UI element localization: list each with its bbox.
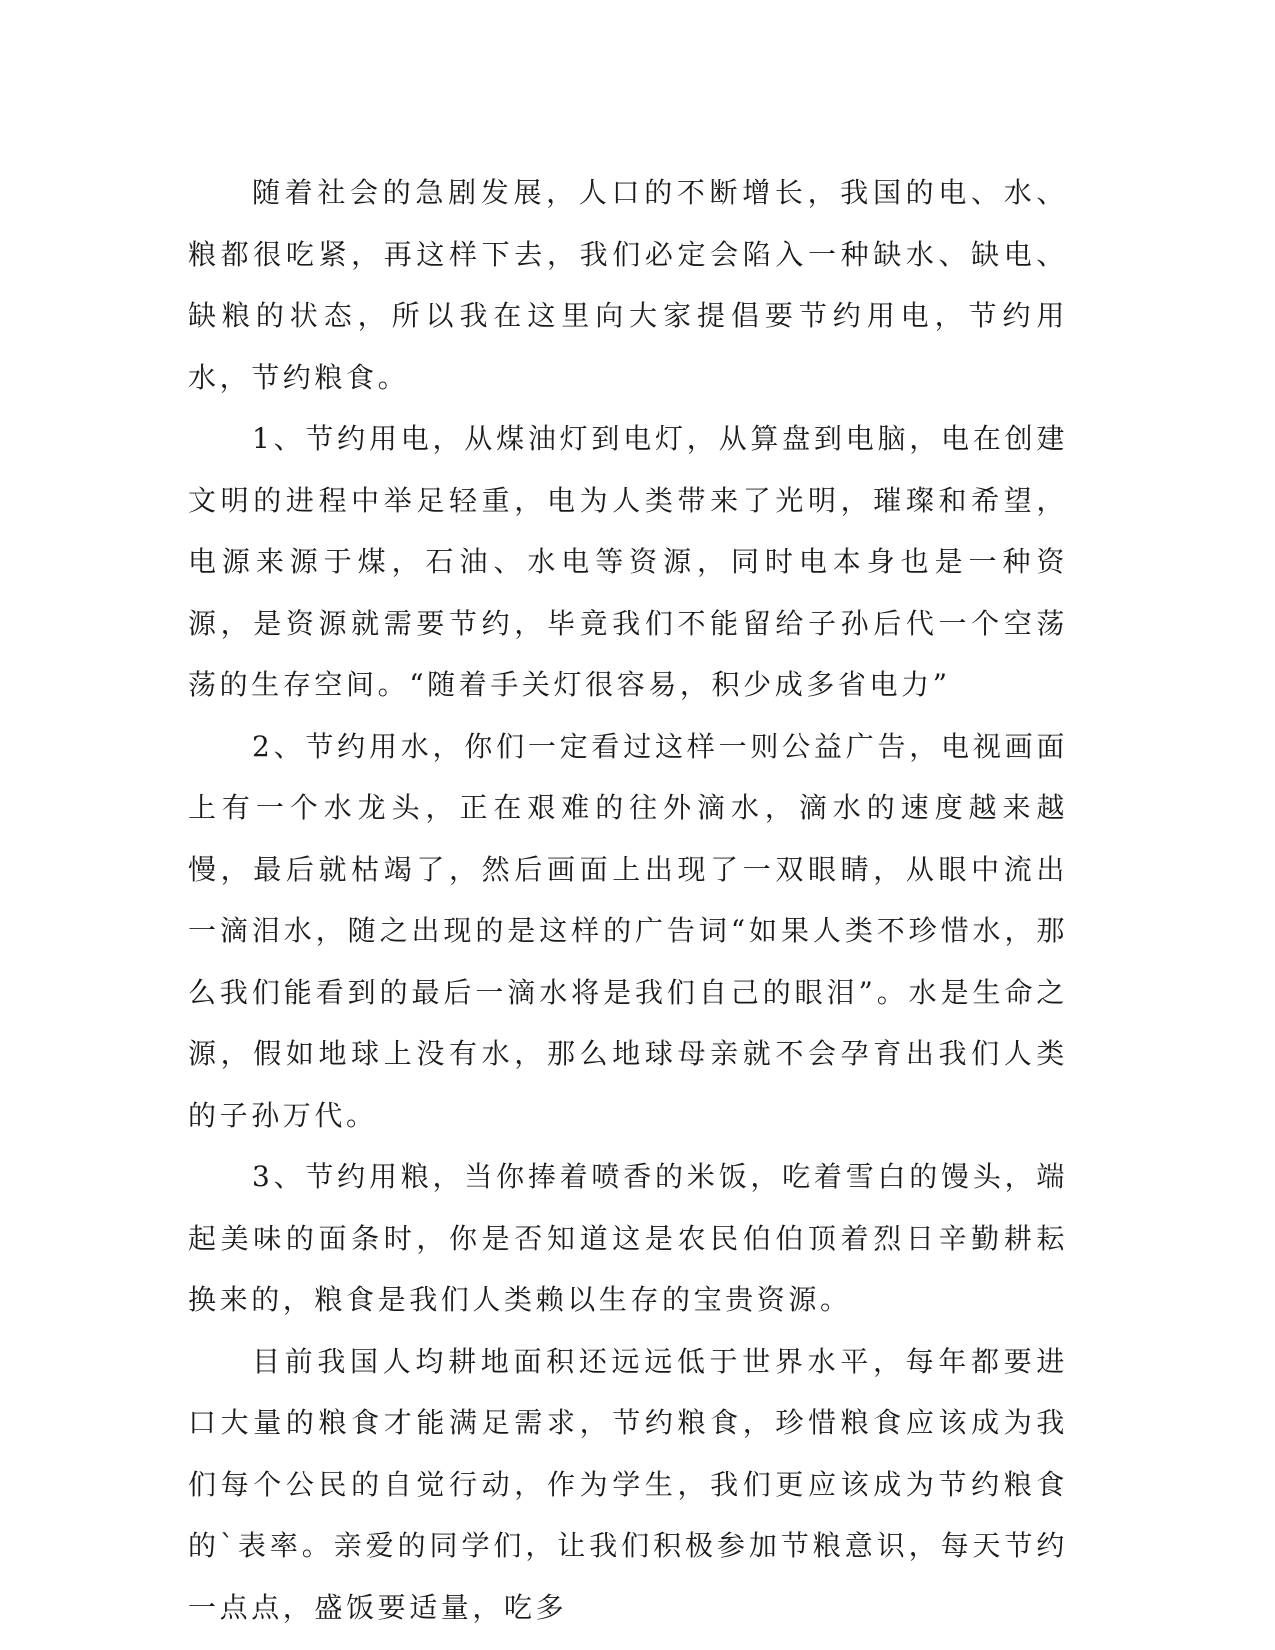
paragraph-save-electricity: 1、节约用电，从煤油灯到电灯，从算盘到电脑，电在创建文明的进程中举足轻重，电为人类带来了光明，璀璨和希望，电源来源于煤，石油、水电等资源，同时电本身也是一种资源，是资源就需要节约，毕竟我们不能留给子孙后代一个空荡荡的生存空间。“随着手关灯很容易，积少成多省电力”	[188, 422, 1068, 701]
paragraph-save-grain: 3、节约用粮，当你捧着喷香的米饭，吃着雪白的馒头，端起美味的面条时，你是否知道这是农民伯伯顶着烈日辛勤耕耘换来的，粮食是我们人类赖以生存的宝贵资源。	[188, 1160, 1068, 1316]
document-body	[188, 162, 1068, 1638]
paragraph-save-water: 2、节约用水，你们一定看过这样一则公益广告，电视画面上有一个水龙头，正在艰难的往外滴水，滴水的速度越来越慢，最后就枯竭了，然后画面上出现了一双眼睛，从眼中流出一滴泪水，随之出现的是这样的广告词“如果人类不珍惜水，那么我们能看到的最后一滴水将是我们自己的眼泪”。水是生命之源，假如地球上没有水，那么地球母亲就不会孕育出我们人类的子孙万代。	[188, 729, 1068, 1132]
paragraph-intro: 随着社会的急剧发展，人口的不断增长，我国的电、水、粮都很吃紧，再这样下去，我们必定会陷入一种缺水、缺电、缺粮的状态，所以我在这里向大家提倡要节约用电，节约用水，节约粮食。	[188, 176, 1068, 394]
paragraph-farmland: 目前我国人均耕地面积还远远低于世界水平，每年都要进口大量的粮食才能满足需求，节约粮食，珍惜粮食应该成为我们每个公民的自觉行动，作为学生，我们更应该成为节约粮食的`表率。亲爱的同学们，让我们积极参加节粮意识，每天节约一点点，盛饭要适量，吃多	[188, 1344, 1068, 1624]
